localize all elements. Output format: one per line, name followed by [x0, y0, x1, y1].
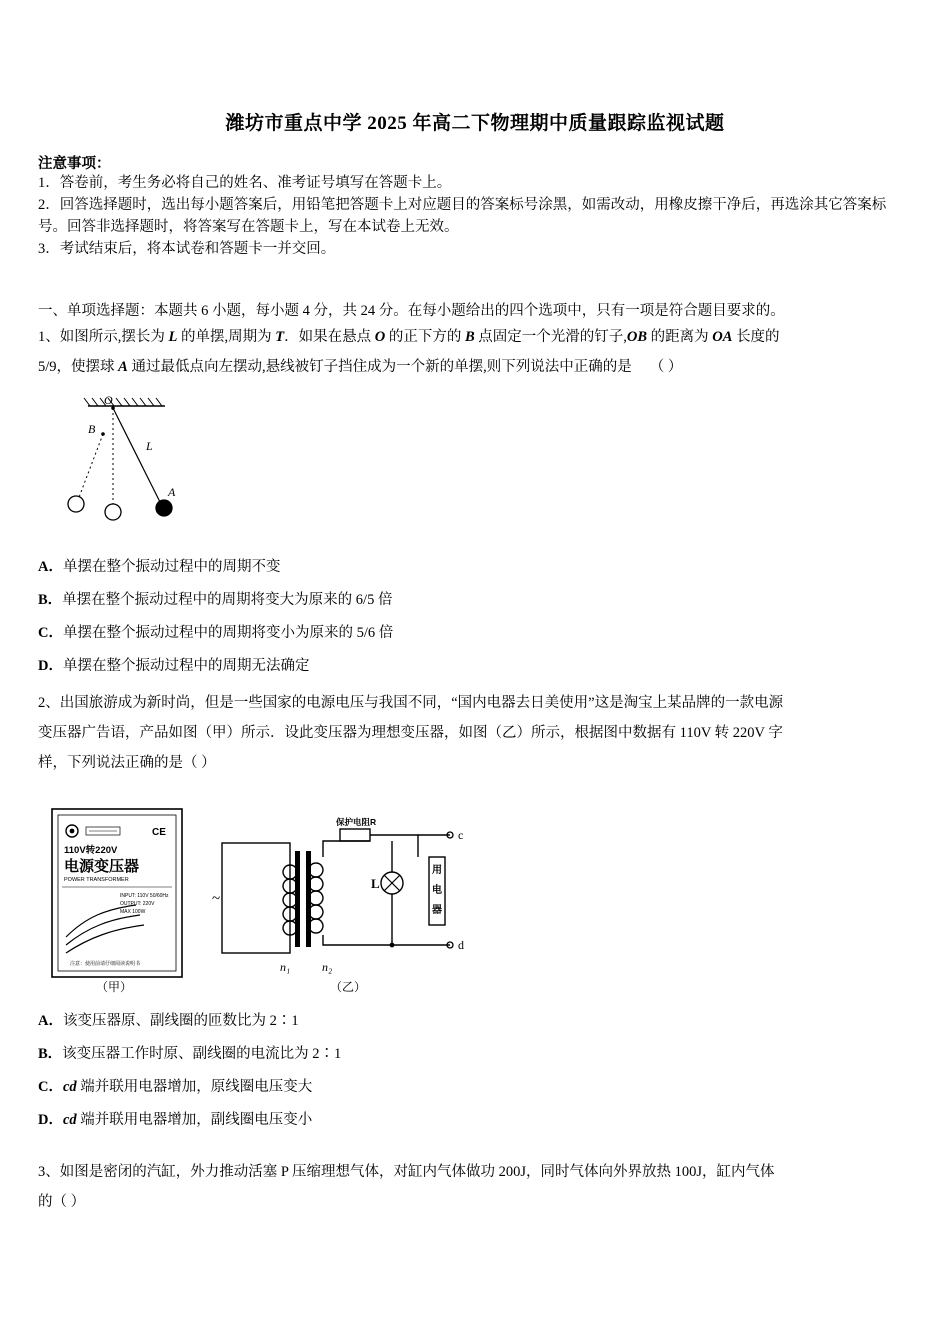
- q2-line1: 出国旅游成为新时尚，但是一些国家的电源电压与我国不同，“国内电器去日美使用”这是淘宝上某品牌的一款电源: [59, 695, 784, 711]
- notice-item-1: 1．答卷前，考生务必将自己的姓名、准考证号填写在答题卡上。: [38, 175, 452, 191]
- q1-t3: ．如果在悬点: [284, 329, 375, 345]
- product-small-text-2: OUTPUT: 220V: [120, 901, 155, 907]
- question-1-options: [38, 551, 918, 683]
- q1-option-D-letter: D．: [38, 658, 63, 674]
- q1-option-C[interactable]: [38, 617, 918, 650]
- q2-option-D-italic: cd: [62, 1112, 77, 1128]
- q1-option-B-letter: B．: [38, 592, 63, 608]
- q1-var-OB: OB: [626, 329, 648, 345]
- q1-var-OA: OA: [712, 329, 733, 345]
- q2-option-A-letter: A．: [38, 1013, 63, 1029]
- q1-l2-t1: 5/9，使摆球: [38, 359, 119, 375]
- q1-t7: 长度的: [732, 329, 780, 345]
- q1-t4: 的正下方的: [385, 329, 465, 345]
- q1-var-L: L: [168, 329, 178, 345]
- pendulum-label-O: O: [104, 393, 113, 407]
- question-2-stem: [38, 688, 918, 778]
- q1-t5: 点固定一个光滑的钉子,: [474, 329, 627, 345]
- q1-l2-t2: 通过最低点向左摆动,悬线被钉子挡住成为一个新的单摆,则下列说法中正确的是: [127, 359, 632, 375]
- q2-option-B-letter: B．: [38, 1046, 63, 1062]
- ac-source-symbol: ~: [212, 891, 221, 907]
- q2-line2: 变压器广告语，产品如图（甲）所示．设此变压器为理想变压器，如图（乙）所示，根据图中数据有 110V 转 220V 字: [38, 725, 783, 741]
- q2-option-D-text: 端并联用电器增加，副线圈电压变小: [76, 1112, 313, 1128]
- q1-t1: 如图所示,摆长为: [59, 329, 169, 345]
- terminal-c-label: c: [458, 828, 464, 842]
- notice-heading: 注意事项：: [38, 156, 111, 172]
- question-1-number: 1、: [38, 329, 60, 345]
- product-spec-label: 110V转220V: [64, 845, 118, 856]
- q2-option-B[interactable]: [38, 1038, 918, 1071]
- q1-answer-bracket: （ ）: [649, 359, 683, 375]
- q2-option-D-letter: D．: [38, 1112, 63, 1128]
- q2-option-B-text: 该变压器工作时原、副线圈的电流比为 2∶1: [62, 1046, 342, 1062]
- q1-option-D[interactable]: [38, 650, 918, 683]
- q2-option-C-text: 端并联用电器增加，原线圈电压变大: [76, 1079, 313, 1095]
- q1-option-C-text: 单摆在整个振动过程中的周期将变小为原来的 5/6 倍: [62, 625, 394, 641]
- product-ce-mark: CE: [152, 827, 166, 838]
- terminal-d-label: d: [458, 938, 464, 952]
- q1-option-D-text: 单摆在整个振动过程中的周期无法确定: [62, 658, 310, 674]
- product-small-text-3: MAX 100W: [120, 909, 146, 915]
- q1-var-O: O: [374, 329, 386, 345]
- load-label-3: 器: [432, 905, 442, 916]
- question-2-number: 2、: [38, 695, 60, 711]
- notice-list: [38, 172, 914, 260]
- q1-option-B[interactable]: [38, 584, 918, 617]
- q1-var-T: T: [275, 329, 285, 345]
- q1-var-B: B: [464, 329, 475, 345]
- question-3-stem: [38, 1157, 918, 1217]
- q2-option-C-italic: cd: [62, 1079, 77, 1095]
- pendulum-diagram: [60, 392, 250, 532]
- q2-option-C[interactable]: [38, 1071, 918, 1104]
- question-2-options: [38, 1005, 918, 1137]
- question-3-number: 3、: [38, 1164, 60, 1180]
- notice-item-2: 2．回答选择题时，选出每小题答案后，用铅笔把答题卡上对应题目的答案标号涂黑，如需改动，用橡皮擦干净后，再选涂其它答案标号。回答非选择题时，将答案写在答题卡上，写在本试卷上无效。: [38, 197, 887, 235]
- q1-option-B-text: 单摆在整个振动过程中的周期将变大为原来的 6/5 倍: [62, 592, 393, 608]
- q2-option-C-letter: C．: [38, 1079, 63, 1095]
- lamp-label: L: [371, 876, 380, 891]
- q1-option-A-letter: A．: [38, 559, 63, 575]
- pendulum-label-A: A: [168, 485, 176, 499]
- pendulum-svg: [60, 392, 250, 532]
- q2-option-A-text: 该变压器原、副线圈的匝数比为 2∶1: [62, 1013, 299, 1029]
- q1-var-A: A: [118, 359, 128, 375]
- q1-option-A-text: 单摆在整个振动过程中的周期不变: [62, 559, 281, 575]
- notice-item-3: 3．考试结束后，将本试卷和答题卡一并交回。: [38, 241, 336, 257]
- secondary-coil: [309, 863, 323, 933]
- pendulum-label-B: B: [88, 422, 96, 436]
- q2-option-D[interactable]: [38, 1104, 918, 1137]
- product-small-text-4: 注意：使用前请仔细阅读说明书: [70, 961, 141, 967]
- q1-option-C-letter: C．: [38, 625, 63, 641]
- question-1-stem: [38, 322, 918, 382]
- product-subname-label: POWER TRANSFORMER: [64, 877, 129, 883]
- product-caption: （甲）: [96, 980, 133, 994]
- page-title: 潍坊市重点中学 2025 年高二下物理期中质量跟踪监视试题: [225, 113, 725, 134]
- load-label-2: 电: [432, 885, 442, 896]
- protect-resistor-label: 保护电阻R: [336, 817, 377, 827]
- circuit-caption: （乙）: [330, 980, 367, 994]
- section-heading: [38, 300, 918, 322]
- transformer-svg: [40, 805, 470, 1005]
- q2-option-A[interactable]: [38, 1005, 918, 1038]
- coil-n2-label: n₂: [322, 960, 333, 974]
- section-heading-text: 一、单项选择题：本题共 6 小题，每小题 4 分，共 24 分。在每小题给出的四个选项中，只有一项是符合题目要求的。: [38, 303, 785, 319]
- coil-n1-label: n₁: [280, 960, 291, 974]
- q3-line2: 的（ ）: [38, 1194, 86, 1210]
- q3-line1: 如图是密闭的汽缸，外力推动活塞 P 压缩理想气体，对缸内气体做功 200J，同时气体向外界放热 100J，缸内气体: [59, 1164, 775, 1180]
- product-small-text-1: INPUT: 110V 50/60Hz: [120, 893, 169, 899]
- transformer-figure: [40, 805, 470, 1005]
- pendulum-label-L: L: [146, 439, 153, 453]
- q1-t2: 的单摆,周期为: [177, 329, 276, 345]
- q2-line3: 样，下列说法正确的是（ ）: [38, 755, 216, 771]
- q1-t6: 的距离为: [647, 329, 713, 345]
- load-label-1: 用: [432, 865, 442, 876]
- product-name-label: 电源变压器: [64, 858, 140, 875]
- q1-option-A[interactable]: [38, 551, 918, 584]
